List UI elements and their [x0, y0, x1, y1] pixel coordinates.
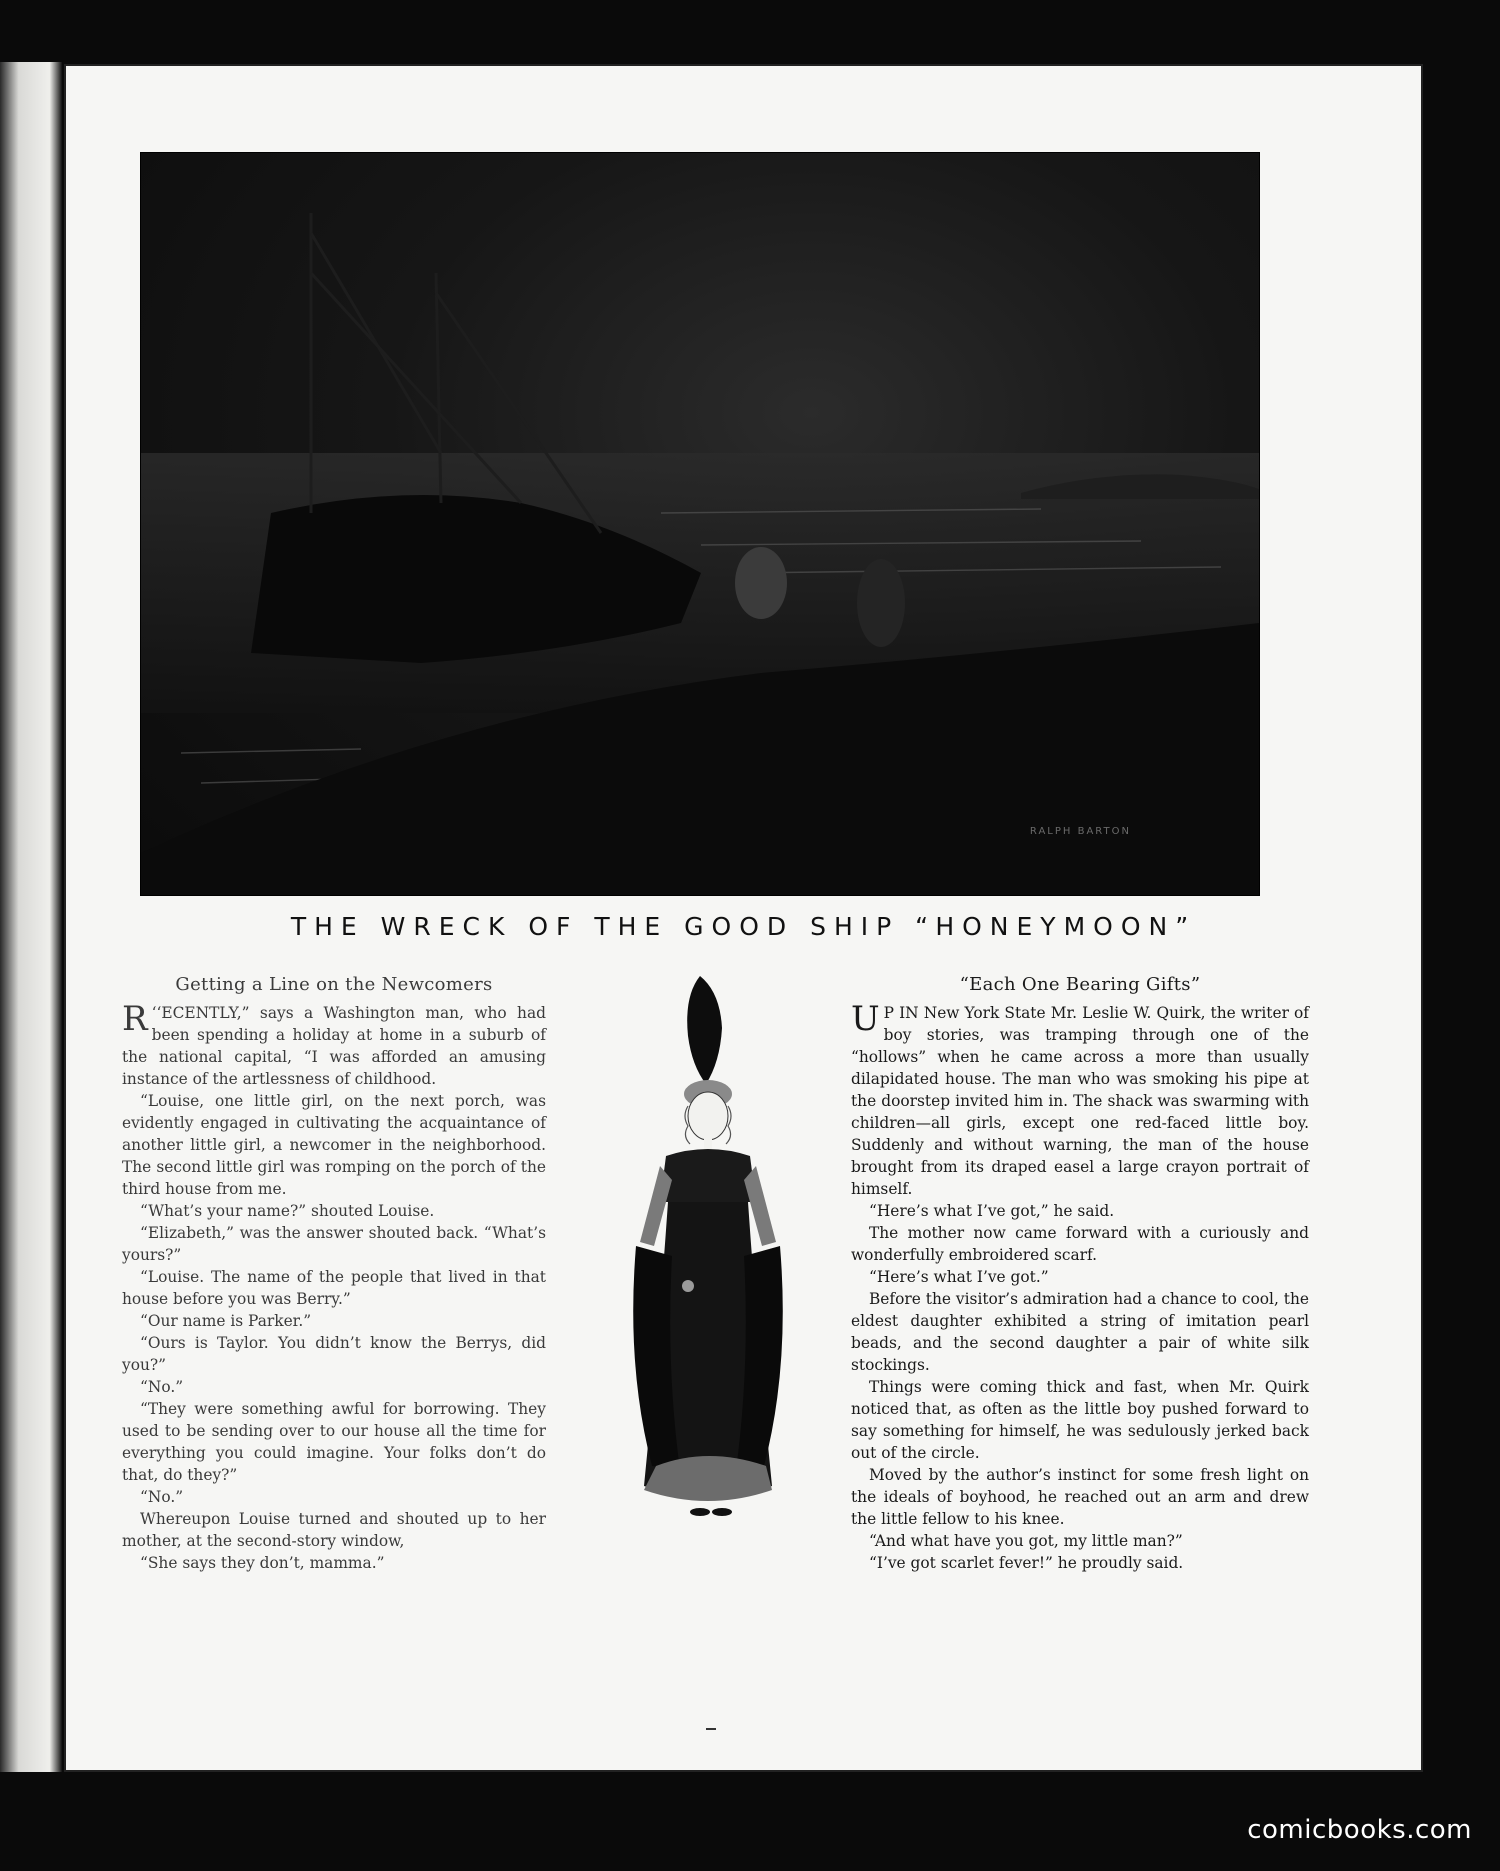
left-article-paragraph: “Our name is Parker.” — [140, 1312, 312, 1330]
left-article-paragraph: Whereupon Louise turned and shouted up to her mother, at the second-story window, — [122, 1510, 546, 1550]
drop-cap: U — [851, 999, 880, 1039]
page-title: THE WRECK OF THE GOOD SHIP “HONEYMOON” — [290, 912, 1197, 941]
left-article-paragraph: “Elizabeth,” was the answer shouted back. “What’s yours?” — [122, 1224, 546, 1264]
left-article-paragraph: “Louise. The name of the people that lived in that house before you was Berry.” — [122, 1268, 546, 1308]
drop-cap: R — [122, 999, 148, 1039]
left-article-paragraph — [122, 999, 546, 1090]
right-article-paragraph: “Here’s what I’ve got,” he said. — [869, 1202, 1115, 1220]
left-article-paragraph: “No.” — [140, 1378, 184, 1396]
night-beach-scene — [141, 153, 1259, 895]
opening-quote: ‘‘ — [151, 1004, 162, 1022]
right-article-heading: “Each One Bearing Gifts” — [959, 974, 1201, 995]
right-article-paragraph: “Here’s what I’ve got.” — [869, 1268, 1049, 1286]
left-article-paragraph: “No.” — [140, 1488, 184, 1506]
right-article-paragraph — [851, 999, 1309, 1200]
shipwreck-illustration — [140, 152, 1260, 896]
artist-signature: RALPH BARTON — [1029, 826, 1131, 837]
right-article-paragraph: Things were coming thick and fast, when Mr. Quirk noticed that, as often as the little boy pushed forward to say something for himself, he was sedulously jerked back out of the circle. — [851, 1378, 1309, 1462]
right-article — [851, 974, 1309, 1574]
left-article-paragraph: “They were something awful for borrowing. They used to be sending over to our house all the time for everything you could imagine. Your folks don’t do that, do they?” — [122, 1400, 546, 1484]
left-article-heading: Getting a Line on the Newcomers — [175, 974, 493, 995]
left-article-paragraph: “Ours is Taylor. You didn’t know the Berrys, did you?” — [122, 1334, 546, 1374]
paragraph-text: P IN New York State Mr. Leslie W. Quirk, the writer of boy stories, was tramping through one of the “hollows” when he came across a more than usually dilapidated house. The man who was smoking his pipe at the doorstep invited him in. The shack was swarming with children—all girls, except one red-faced little boy. Suddenly and without warning, the man of the house brought from its draped easel a large crayon portrait of himself. — [851, 1004, 1309, 1198]
adjacent-page-edge — [0, 62, 62, 1772]
fashion-figure-illustration — [596, 966, 836, 1526]
right-article-paragraph: “And what have you got, my little man?” — [869, 1532, 1183, 1550]
magazine-page — [66, 66, 1421, 1770]
site-watermark: comicbooks.com — [1247, 1815, 1472, 1845]
left-article-paragraph: “What’s your name?” shouted Louise. — [140, 1202, 435, 1220]
lady-in-gown-drawing — [596, 966, 836, 1526]
right-article-paragraph: The mother now came forward with a curiously and wonderfully embroidered scarf. — [851, 1224, 1309, 1264]
left-article-paragraph: “Louise, one little girl, on the next porch, was evidently engaged in cultivating the acquaintance of another little girl, a newcomer in the neighborhood. The second little girl was romping on the porch of the third house from me. — [122, 1092, 546, 1198]
left-article — [122, 974, 546, 1574]
page-footer-mark — [706, 1728, 716, 1730]
right-article-paragraph: Before the visitor’s admiration had a chance to cool, the eldest daughter exhibited a string of imitation pearl beads, and the second daughter a pair of white silk stockings. — [851, 1290, 1309, 1374]
left-article-paragraph: “She says they don’t, mamma.” — [140, 1554, 385, 1572]
right-article-paragraph: “I’ve got scarlet fever!” he proudly said. — [869, 1554, 1184, 1572]
right-article-paragraph: Moved by the author’s instinct for some fresh light on the ideals of boyhood, he reached out an arm and drew the little fellow to his knee. — [851, 1466, 1309, 1528]
paragraph-text: ECENTLY,” says a Washington man, who had been spending a holiday at home in a suburb of the national capital, “I was afforded an amusing instance of the artlessness of childhood. — [122, 1004, 546, 1088]
